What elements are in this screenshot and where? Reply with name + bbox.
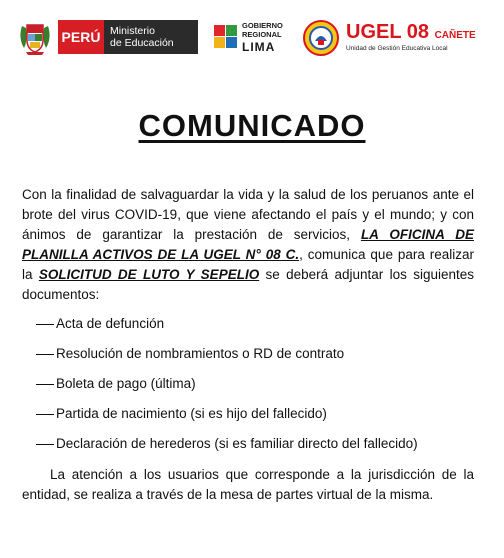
ministry-line-1: Ministerio [110,25,155,37]
ugel-name: UGEL 08 [346,21,429,43]
list-item-text: Resolución de nombramientos o RD de contrato [56,346,345,361]
list-item [36,374,418,404]
request-name: SOLICITUD DE LUTO Y SEPELIO [38,267,260,282]
page-title-text: COMUNICADO [138,108,366,143]
list-item-text: Partida de nacimiento (si es hijo del fallecido) [56,406,327,421]
office-name: LA OFICINA DE PLANILLA ACTIVOS DE LA UGEL N° 08 C. [22,227,474,262]
dash-icon [36,444,54,445]
intro-text-a: Con la finalidad de salvaguardar la vida y la salud de los peruanos ante el brote del virus COVID-19, que viene afectando el país y el mundo; y con ánimos de garantizar la prestación de servicios, [22,187,474,242]
ugel-place: CAÑETE [434,30,476,41]
dash-icon [36,354,54,355]
intro-paragraph [22,185,474,305]
gob-line-1: GOBIERNO [242,21,283,30]
ministry-label [104,20,198,54]
ugel-emblem-icon [302,20,340,56]
list-item [36,314,418,344]
peru-label: PERÚ [58,20,104,54]
list-item [36,404,418,434]
lima-label: LIMA [242,40,276,54]
gobierno-regional-label [242,22,283,39]
ministry-line-2: de Educación [110,37,174,49]
list-item-text: Declaración de herederos (si es familiar directo del fallecido) [56,436,418,451]
page-title [0,108,504,144]
intro-text-c: se deberá adjuntar los siguientes documentos: [22,267,474,302]
intro-text-b: , comunica que para realizar la [22,247,475,282]
dash-icon [36,324,54,325]
gob-line-2: REGIONAL [242,29,282,39]
ugel-title [346,21,476,44]
list-item-text: Acta de defunción [56,316,165,331]
closing-paragraph: La atención a los usuarios que corresponde a la jurisdicción de la entidad, se realiza a través de la mesa de partes virtual de la misma. [22,467,474,502]
required-documents-list [36,314,418,464]
list-item [36,434,418,464]
gobierno-regional-emblem-icon [212,23,240,53]
list-item [36,344,418,374]
header-logos [0,0,504,70]
list-item-text: Boleta de pago (última) [56,376,196,391]
ugel-subtitle: Unidad de Gestión Educativa Local [346,45,448,52]
dash-icon [36,384,54,385]
dash-icon [36,414,54,415]
ministerio-educacion-logo [58,20,198,54]
ugel-08-canete-logo [302,20,492,56]
peru-coat-of-arms-logo [18,20,52,56]
gobierno-regional-lima-logo [212,20,284,56]
